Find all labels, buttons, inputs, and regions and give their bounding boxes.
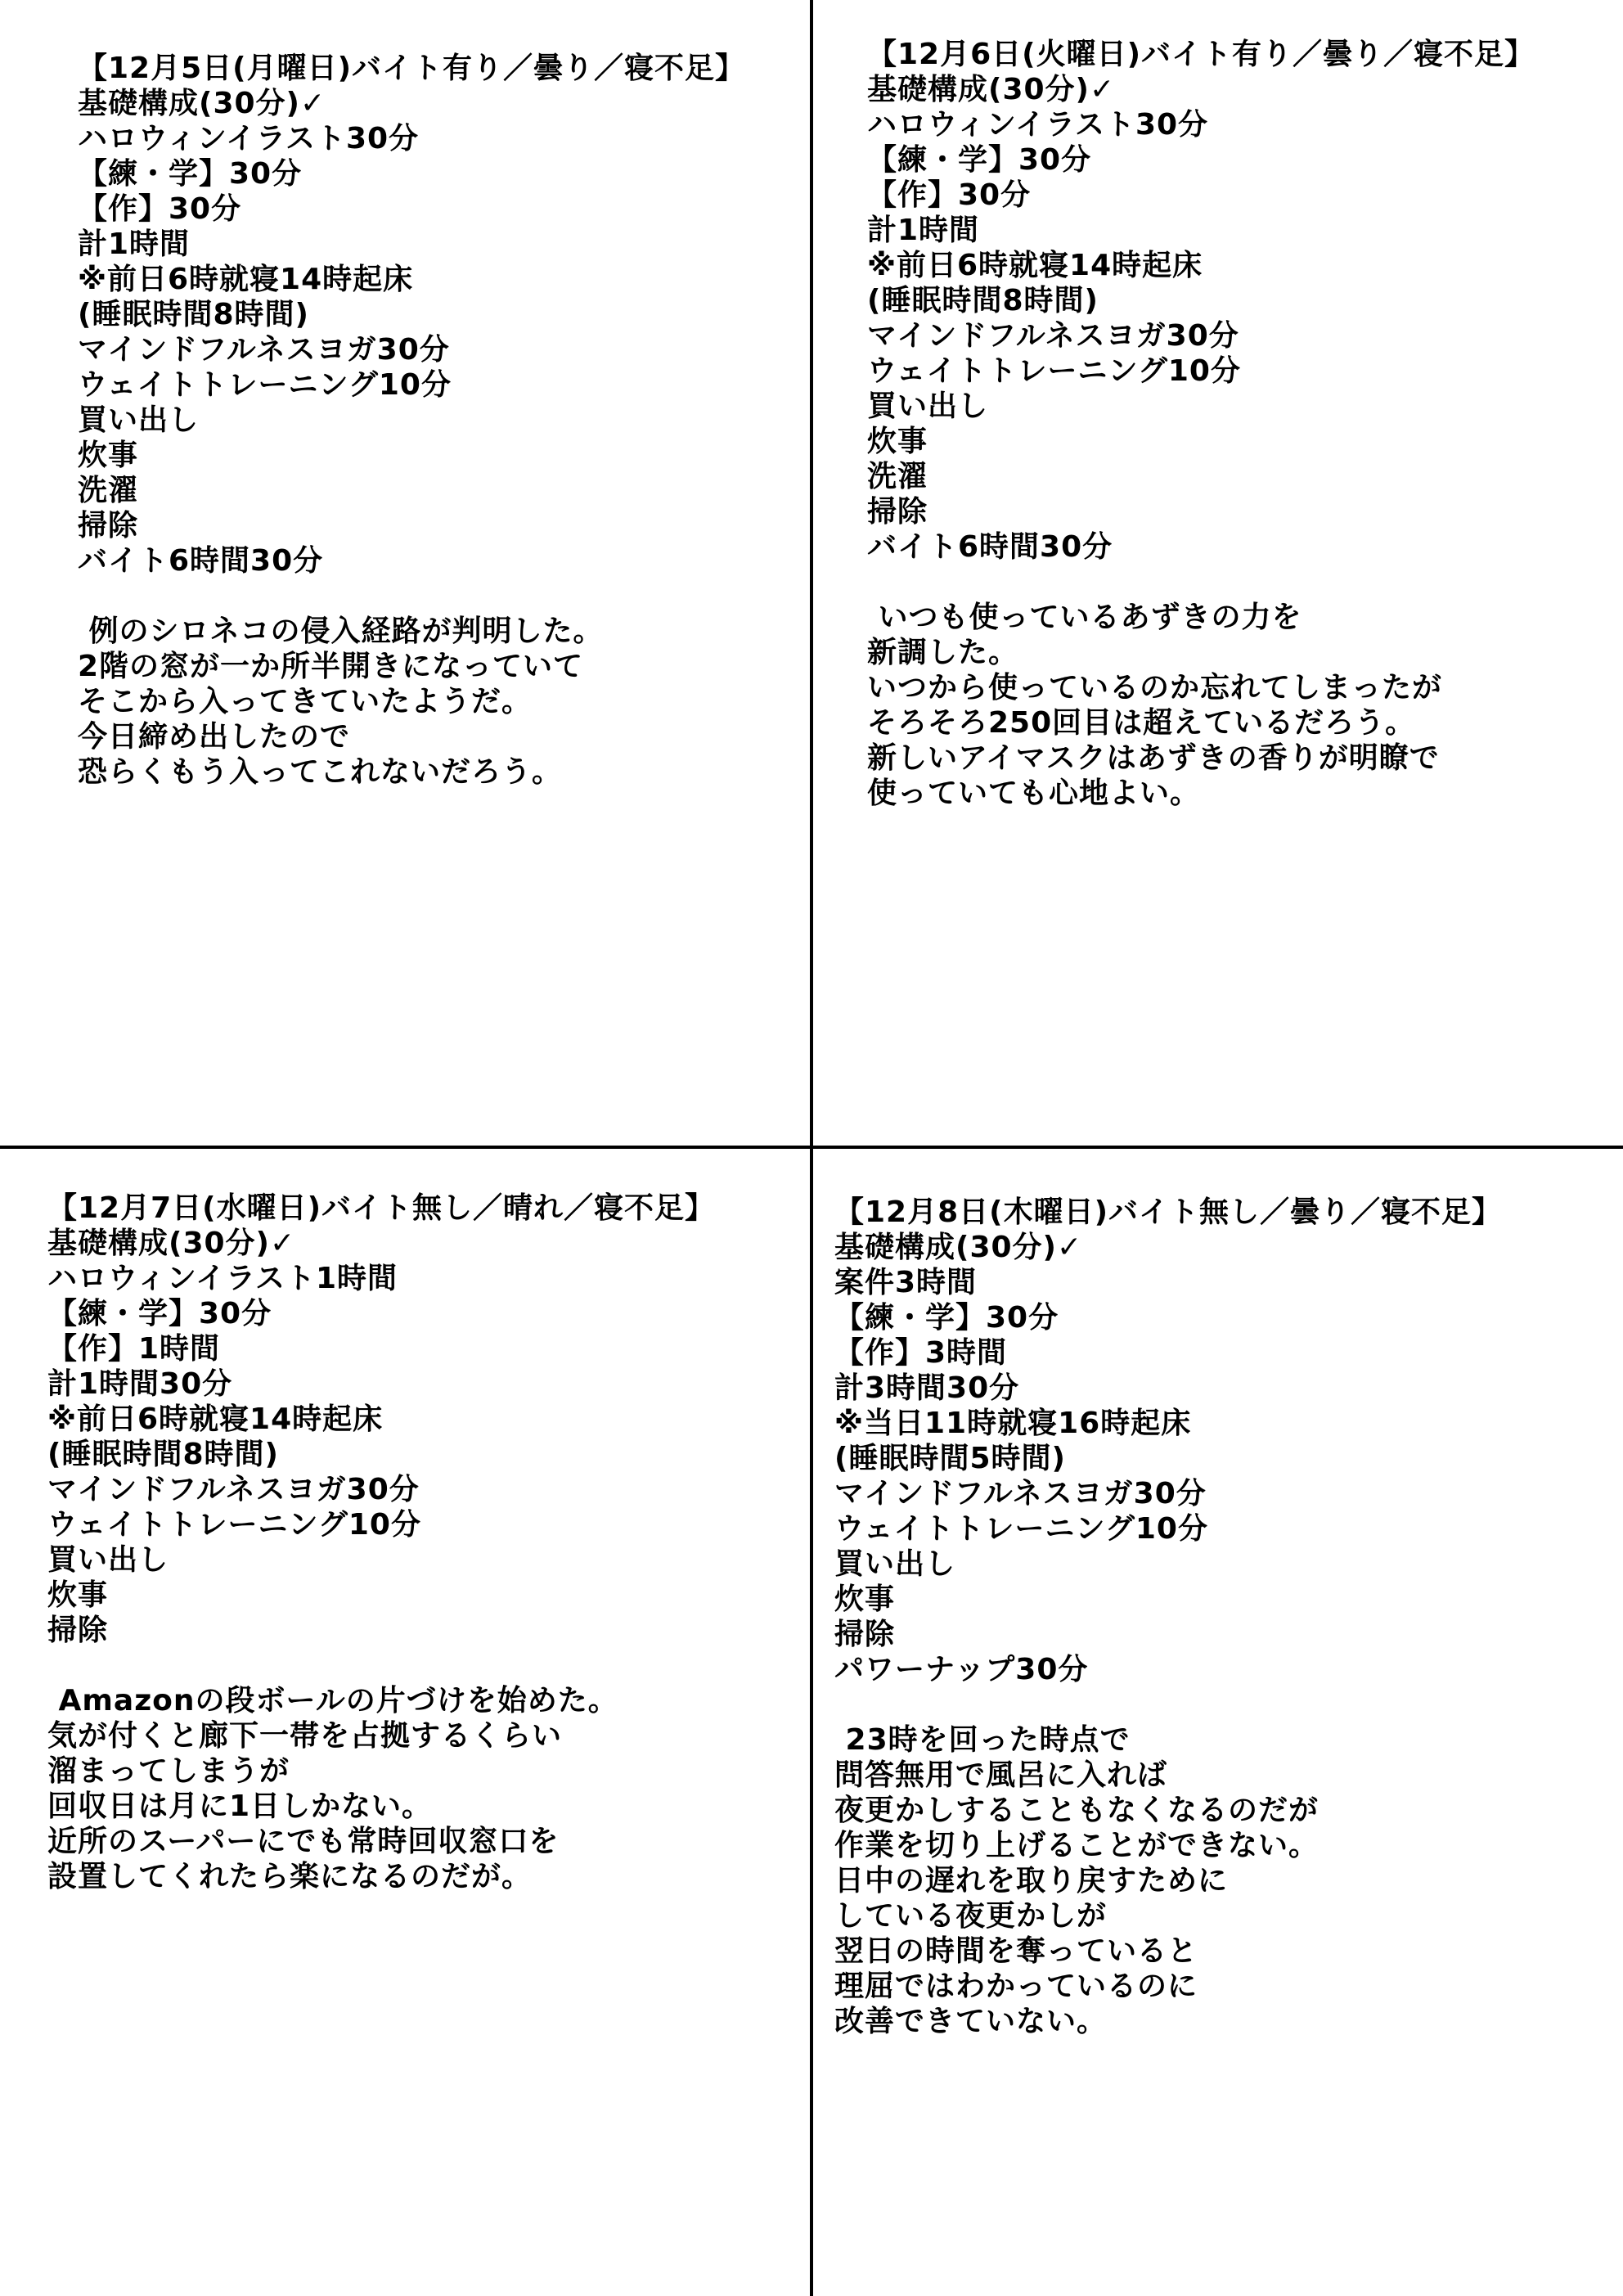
diary-line: 新しいアイマスクはあずきの香りが明瞭で (867, 741, 1440, 775)
activity-item: 【練・学】30分 (867, 143, 1092, 177)
spacer (47, 1648, 800, 1683)
activity-item: (睡眠時間8時間) (47, 1438, 279, 1471)
entry-header: 【12月5日(月曜日)バイト有り／曇り／寝不足】 (78, 52, 746, 85)
diary-line: 夜更かしすることもなくなるのだが (834, 1794, 1320, 1827)
activity-item: ハロウィンイラスト30分 (78, 122, 420, 155)
diary-line: 気が付くと廊下一帯を占拠するくらい (47, 1719, 563, 1753)
diary-line: 例のシロネコの侵入経路が判明した。 (78, 615, 604, 648)
activity-item: 【練・学】30分 (47, 1297, 272, 1330)
activity-item: ウェイトトレーニング10分 (834, 1512, 1208, 1546)
diary-line: 改善できていない。 (834, 2005, 1108, 2038)
activity-item: ※前日6時就寝14時起床 (47, 1402, 384, 1436)
diary-line: 新調した。 (867, 636, 1019, 669)
activity-item: 計1時間30分 (47, 1367, 233, 1401)
activity-item: (睡眠時間8時間) (867, 284, 1099, 317)
diary-line: 溜まってしまうが (47, 1754, 290, 1788)
activity-item: 掃除 (47, 1614, 109, 1647)
activity-item: 炊事 (867, 425, 928, 458)
activity-item: マインドフルネスヨガ30分 (867, 319, 1239, 353)
spacer (867, 565, 1616, 600)
activity-item: 掃除 (78, 509, 139, 542)
activity-item: ウェイトトレーニング10分 (867, 354, 1241, 388)
activity-item: 基礎構成(30分)✓ (867, 73, 1116, 106)
activity-item: ハロウィンイラスト30分 (867, 108, 1209, 142)
diary-line: そろそろ250回目は超えているだろう。 (867, 706, 1416, 740)
diary-line: いつから使っているのか忘れてしまったが (867, 671, 1443, 705)
diary-line: 恐らくもう入ってこれないだろう。 (78, 755, 563, 789)
diary-line: 今日締め出したので (78, 720, 351, 754)
diary-line: 2階の窓が一か所半開きになっていて (78, 650, 584, 683)
activity-item: ウェイトトレーニング10分 (78, 368, 452, 402)
diary-entry-dec5 (78, 51, 798, 790)
diary-line: 翌日の時間を奪っていると (834, 1934, 1198, 1968)
activity-item: 基礎構成(30分)✓ (78, 87, 326, 120)
activity-item: 計3時間30分 (834, 1371, 1020, 1405)
activity-item: 洗濯 (78, 474, 139, 507)
diary-entry-dec8 (834, 1195, 1612, 2039)
entry-header: 【12月7日(水曜日)バイト無し／晴れ／寝不足】 (47, 1191, 716, 1225)
diary-line: いつも使っているあずきの力を (867, 601, 1302, 634)
activity-item: 掃除 (867, 495, 928, 529)
entry-header: 【12月8日(木曜日)バイト無し／曇り／寝不足】 (834, 1195, 1503, 1229)
entry-header: 【12月6日(火曜日)バイト有り／曇り／寝不足】 (867, 38, 1535, 71)
activity-item: 掃除 (834, 1618, 896, 1651)
activity-item: 【作】1時間 (47, 1332, 221, 1366)
activity-item: 買い出し (47, 1543, 169, 1577)
activity-item: マインドフルネスヨガ30分 (78, 333, 450, 367)
activity-item: ※当日11時就寝16時起床 (834, 1407, 1192, 1440)
diary-entry-dec6 (867, 37, 1616, 811)
activity-item: マインドフルネスヨガ30分 (47, 1473, 420, 1506)
diary-line: 近所のスーパーにでも常時回収窓口を (47, 1825, 560, 1858)
activity-item: 買い出し (867, 389, 989, 423)
diary-line: 回収日は月に1日しかない。 (47, 1790, 433, 1823)
diary-line: そこから入ってきていたようだ。 (78, 685, 533, 718)
spacer (834, 1687, 1612, 1722)
diary-line: 理屈ではわかっているのに (834, 1970, 1198, 2003)
activity-item: パワーナップ30分 (834, 1653, 1089, 1686)
activity-item: 炊事 (47, 1578, 109, 1612)
activity-item: バイト6時間30分 (78, 544, 324, 578)
activity-item: マインドフルネスヨガ30分 (834, 1477, 1207, 1510)
spacer (78, 579, 798, 614)
diary-line: Amazonの段ボールの片づけを始めた。 (47, 1684, 618, 1717)
activity-item: ハロウィンイラスト1時間 (47, 1262, 398, 1295)
diary-line: 23時を回った時点で (834, 1723, 1131, 1757)
horizontal-divider (0, 1146, 1623, 1149)
diary-line: 作業を切り上げることができない。 (834, 1829, 1320, 1862)
activity-item: 洗濯 (867, 460, 928, 493)
activity-item: 炊事 (78, 439, 139, 472)
activity-item: ※前日6時就寝14時起床 (78, 263, 414, 296)
activity-item: バイト6時間30分 (867, 530, 1113, 564)
activity-item: 計1時間 (867, 214, 980, 247)
activity-item: 【作】3時間 (834, 1336, 1008, 1370)
activity-item: 炊事 (834, 1582, 896, 1616)
diary-line: 日中の遅れを取り戻すために (834, 1864, 1229, 1898)
activity-item: (睡眠時間8時間) (78, 298, 309, 331)
diary-entry-dec7 (47, 1191, 800, 1894)
activity-item: 計1時間 (78, 227, 191, 261)
activity-item: (睡眠時間5時間) (834, 1442, 1066, 1475)
diary-line: 使っていても心地よい。 (867, 777, 1201, 810)
activity-item: 【練・学】30分 (78, 157, 303, 191)
activity-item: 基礎構成(30分)✓ (47, 1227, 296, 1260)
activity-item: 買い出し (78, 403, 200, 437)
activity-item: ※前日6時就寝14時起床 (867, 249, 1203, 282)
activity-item: 案件3時間 (834, 1266, 978, 1299)
diary-line: 設置してくれたら楽になるのだが。 (47, 1860, 533, 1893)
activity-item: 【作】30分 (867, 178, 1032, 212)
activity-item: ウェイトトレーニング10分 (47, 1508, 421, 1542)
activity-item: 【作】30分 (78, 192, 242, 226)
activity-item: 基礎構成(30分)✓ (834, 1231, 1083, 1264)
diary-line: している夜更かしが (834, 1899, 1108, 1933)
diary-line: 問答無用で風呂に入れば (834, 1758, 1168, 1792)
activity-item: 買い出し (834, 1547, 956, 1581)
activity-item: 【練・学】30分 (834, 1301, 1059, 1335)
